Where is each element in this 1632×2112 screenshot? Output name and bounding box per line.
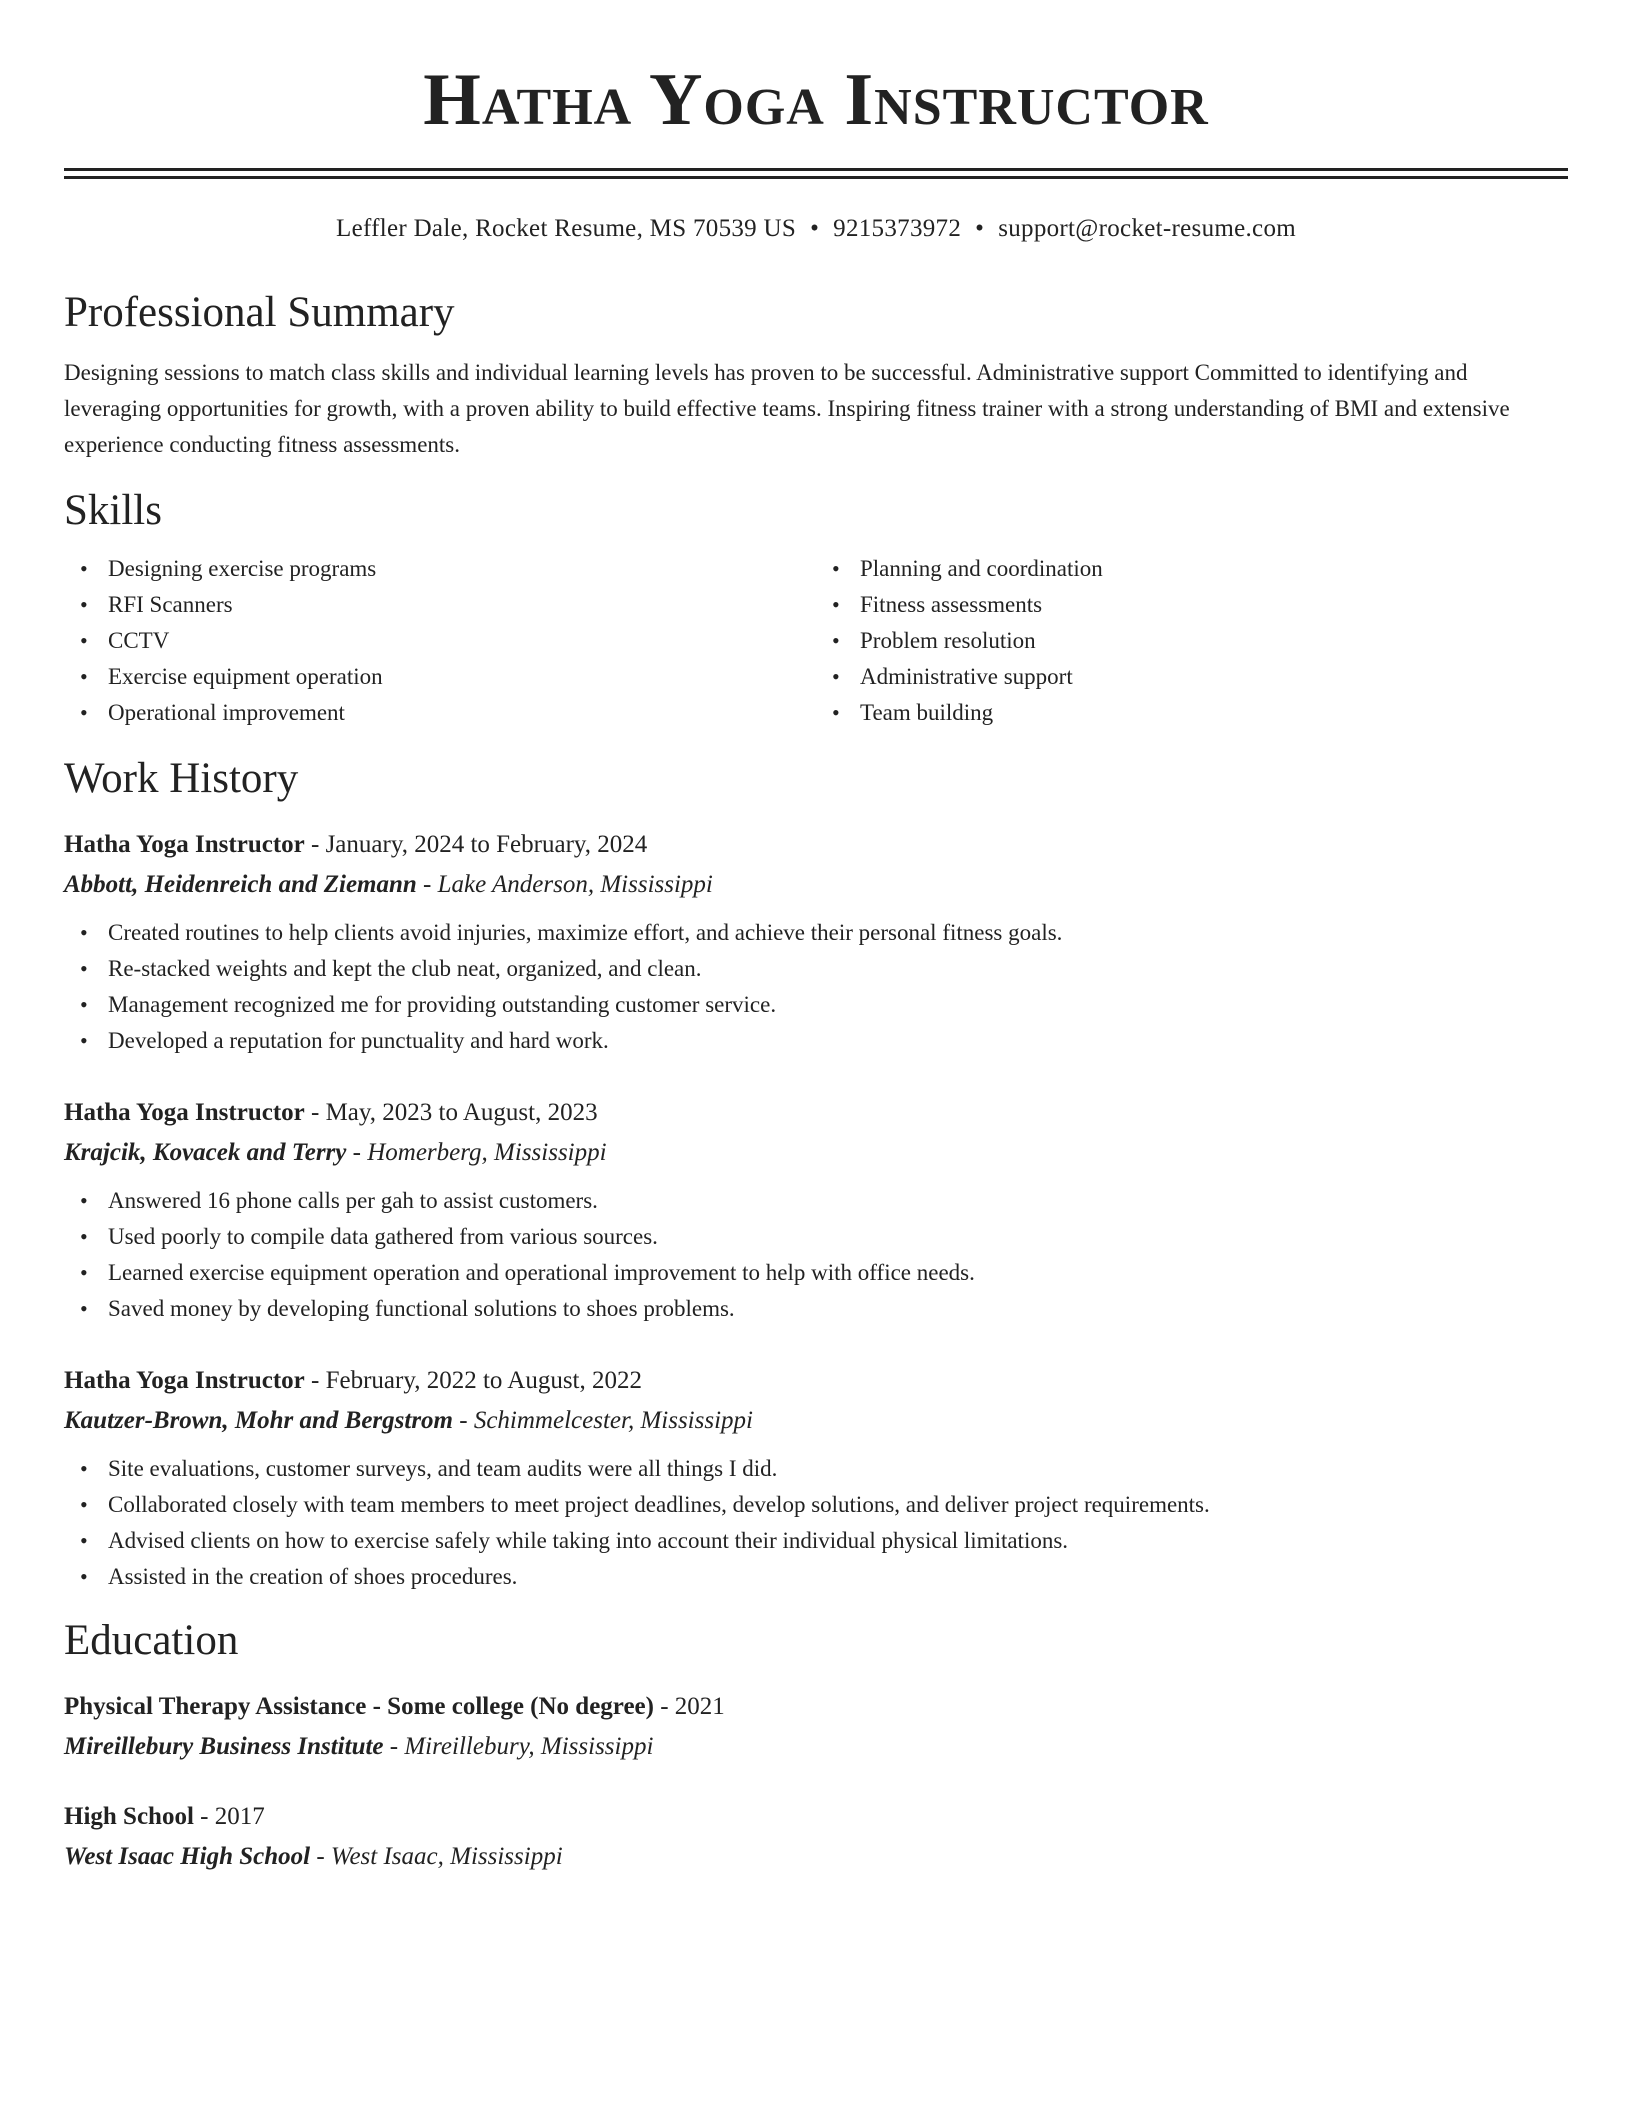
job-bullet: • Re-stacked weights and kept the club neat, organized, and clean. — [108, 951, 1568, 987]
summary-text: Designing sessions to match class skills and individual learning levels has proven to be successful. Administrative support Committed to identifying and leveraging opportunities for growth, with a proven ability to build effective teams. Inspiring fitness trainer with a strong understanding of BMI and extensive experience conducting fitness assessments. — [64, 360, 1510, 457]
contact-address: Leffler Dale, Rocket Resume, MS 70539 US — [336, 215, 797, 242]
contact-phone: 9215373972 — [833, 215, 962, 242]
education-institution — [64, 1727, 1568, 1767]
education-entry — [64, 1687, 1568, 1767]
job-bullet: • Answered 16 phone calls per gah to assist customers. — [108, 1183, 1568, 1219]
resume-content — [64, 0, 1568, 1877]
skills-section — [64, 485, 1568, 731]
education-heading: Education — [64, 1617, 239, 1664]
skill-item: • Exercise equipment operation — [108, 659, 816, 695]
education-section — [64, 1615, 1568, 1877]
education-location: - Mireillebury, Mississippi — [383, 1733, 654, 1760]
skill-item: • Fitness assessments — [860, 587, 1568, 623]
job-header — [64, 1093, 1568, 1133]
job-bullet: • Saved money by developing functional solutions to shoes problems. — [108, 1291, 1568, 1327]
contact-separator: • — [975, 215, 985, 242]
skills-column-left — [64, 551, 816, 731]
job-bullet: • Advised clients on how to exercise safely while taking into account their individual physical limitations. — [108, 1523, 1568, 1559]
skills-grid — [64, 551, 1568, 731]
job-position: Hatha Yoga Instructor — [64, 1367, 305, 1394]
job-location: - Lake Anderson, Mississippi — [416, 871, 713, 898]
job-bullet: • Created routines to help clients avoid injuries, maximize effort, and achieve their personal fitness goals. — [108, 915, 1568, 951]
education-school: Mireillebury Business Institute — [64, 1733, 384, 1760]
education-header — [64, 1687, 1568, 1727]
job-header — [64, 1361, 1568, 1401]
job-dates: - May, 2023 to August, 2023 — [304, 1099, 598, 1126]
skill-item: • Designing exercise programs — [108, 551, 816, 587]
contact-line — [64, 213, 1568, 245]
education-entry — [64, 1797, 1568, 1877]
education-header — [64, 1797, 1568, 1837]
skill-item: • CCTV — [108, 623, 816, 659]
job-location: - Schimmelcester, Mississippi — [453, 1407, 753, 1434]
education-degree: High School — [64, 1803, 194, 1830]
skill-item: • Planning and coordination — [860, 551, 1568, 587]
summary-section — [64, 287, 1568, 463]
job-employer — [64, 1133, 1568, 1173]
job-bullet: • Developed a reputation for punctuality and hard work. — [108, 1023, 1568, 1059]
job-entry — [64, 1093, 1568, 1327]
job-bullet: • Learned exercise equipment operation and operational improvement to help with office needs. — [108, 1255, 1568, 1291]
job-company: Kautzer-Brown, Mohr and Bergstrom — [64, 1407, 454, 1434]
job-company: Krajcik, Kovacek and Terry — [64, 1139, 347, 1166]
job-employer — [64, 865, 1568, 905]
skill-item: • Team building — [860, 695, 1568, 731]
education-school: West Isaac High School — [64, 1843, 311, 1870]
job-bullets — [64, 915, 1568, 1059]
skills-column-right — [816, 551, 1568, 731]
education-year: - 2021 — [653, 1693, 725, 1720]
education-year: - 2017 — [193, 1803, 265, 1830]
job-bullet: • Used poorly to compile data gathered from various sources. — [108, 1219, 1568, 1255]
job-position: Hatha Yoga Instructor — [64, 831, 305, 858]
contact-email: support@rocket-resume.com — [998, 215, 1296, 242]
job-dates: - February, 2022 to August, 2022 — [304, 1367, 642, 1394]
job-company: Abbott, Heidenreich and Ziemann — [64, 871, 417, 898]
work-history-section — [64, 753, 1568, 1595]
skills-heading: Skills — [64, 487, 162, 534]
summary-heading: Professional Summary — [64, 289, 455, 336]
job-bullet: • Collaborated closely with team members to meet project deadlines, develop solutions, and deliver project requirements. — [108, 1487, 1568, 1523]
skill-item: • Problem resolution — [860, 623, 1568, 659]
education-location: - West Isaac, Mississippi — [310, 1843, 563, 1870]
skill-item: • RFI Scanners — [108, 587, 816, 623]
contact-separator: • — [810, 215, 820, 242]
skill-item: • Administrative support — [860, 659, 1568, 695]
header-double-rule — [64, 168, 1568, 179]
job-bullet: • Assisted in the creation of shoes procedures. — [108, 1559, 1568, 1595]
job-dates: - January, 2024 to February, 2024 — [304, 831, 648, 858]
job-bullet: • Site evaluations, customer surveys, and team audits were all things I did. — [108, 1451, 1568, 1487]
skill-item: • Operational improvement — [108, 695, 816, 731]
job-location: - Homerberg, Mississippi — [346, 1139, 607, 1166]
education-institution — [64, 1837, 1568, 1877]
resume-title: Hatha Yoga Instructor — [423, 59, 1209, 141]
job-bullets — [64, 1451, 1568, 1595]
job-position: Hatha Yoga Instructor — [64, 1099, 305, 1126]
work-history-heading: Work History — [64, 755, 299, 802]
job-employer — [64, 1401, 1568, 1441]
education-degree: Physical Therapy Assistance - Some college (No degree) — [64, 1693, 654, 1720]
job-entry — [64, 825, 1568, 1059]
job-header — [64, 825, 1568, 865]
job-bullet: • Management recognized me for providing outstanding customer service. — [108, 987, 1568, 1023]
job-entry — [64, 1361, 1568, 1595]
job-bullets — [64, 1183, 1568, 1327]
